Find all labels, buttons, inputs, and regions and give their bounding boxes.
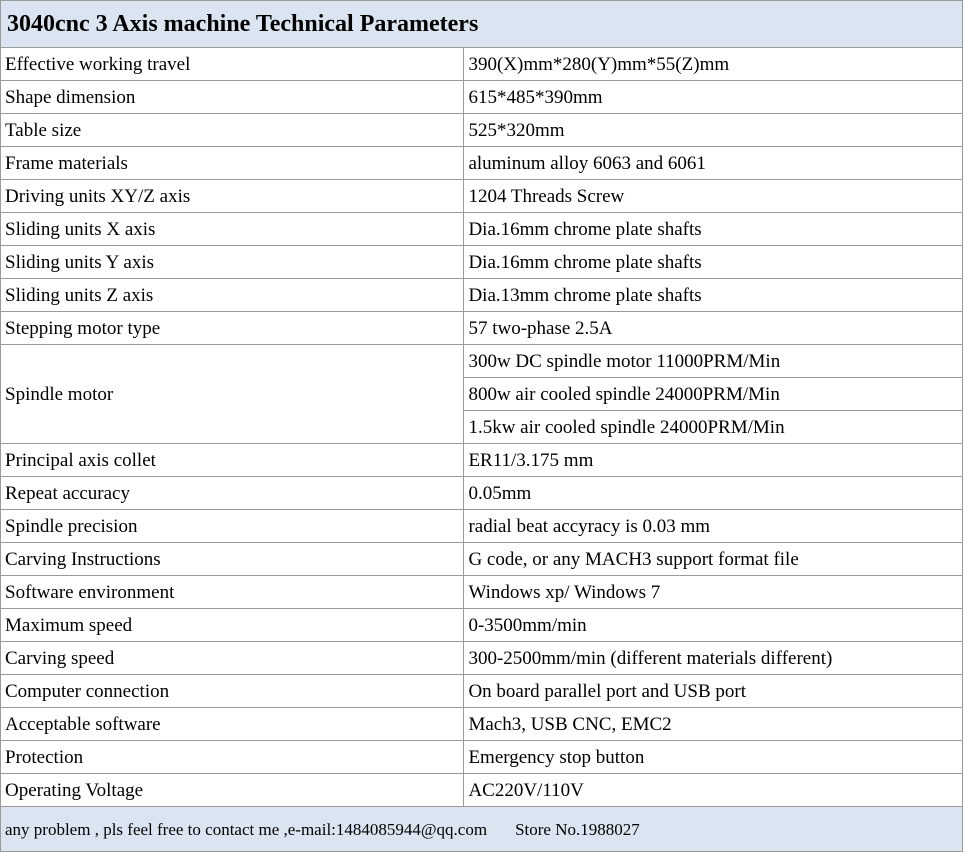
value-cell: 57 two-phase 2.5A	[464, 312, 963, 345]
table-row	[1, 444, 963, 477]
table-row	[1, 48, 963, 81]
param-cell: Driving units XY/Z axis	[1, 180, 464, 213]
param-cell: Stepping motor type	[1, 312, 464, 345]
value-cell: Dia.16mm chrome plate shafts	[464, 246, 963, 279]
value-cell: 300w DC spindle motor 11000PRM/Min	[464, 345, 963, 378]
value-cell: 1.5kw air cooled spindle 24000PRM/Min	[464, 411, 963, 444]
value-cell: ER11/3.175 mm	[464, 444, 963, 477]
table-row	[1, 114, 963, 147]
param-cell: Repeat accuracy	[1, 477, 464, 510]
table-row	[1, 543, 963, 576]
table-row	[1, 180, 963, 213]
param-cell: Shape dimension	[1, 81, 464, 114]
table-row	[1, 477, 963, 510]
value-cell: On board parallel port and USB port	[464, 675, 963, 708]
table-row	[1, 708, 963, 741]
param-cell: Maximum speed	[1, 609, 464, 642]
table-row	[1, 774, 963, 807]
param-cell: Effective working travel	[1, 48, 464, 81]
table-row	[1, 576, 963, 609]
param-cell: Table size	[1, 114, 464, 147]
table-row	[1, 609, 963, 642]
value-cell: 525*320mm	[464, 114, 963, 147]
store-number: Store No.1988027	[515, 819, 640, 839]
table-row	[1, 279, 963, 312]
param-cell: Principal axis collet	[1, 444, 464, 477]
value-cell: 300-2500mm/min (different materials different)	[464, 642, 963, 675]
table-title: 3040cnc 3 Axis machine Technical Parameters	[1, 1, 963, 48]
table-row	[1, 213, 963, 246]
table-row	[1, 675, 963, 708]
table-row	[1, 510, 963, 543]
param-cell: Carving Instructions	[1, 543, 464, 576]
table-row	[1, 147, 963, 180]
value-cell: 800w air cooled spindle 24000PRM/Min	[464, 378, 963, 411]
value-cell: Emergency stop button	[464, 741, 963, 774]
value-cell: 390(X)mm*280(Y)mm*55(Z)mm	[464, 48, 963, 81]
param-cell: Computer connection	[1, 675, 464, 708]
table-row	[1, 312, 963, 345]
param-cell: Spindle motor	[1, 345, 464, 444]
param-cell: Software environment	[1, 576, 464, 609]
table-row	[1, 741, 963, 774]
contact-text: any problem , pls feel free to contact me ,e-mail:1484085944@qq.com	[5, 819, 488, 839]
value-cell: radial beat accyracy is 0.03 mm	[464, 510, 963, 543]
value-cell: 0.05mm	[464, 477, 963, 510]
param-cell: Sliding units Y axis	[1, 246, 464, 279]
param-cell: Sliding units X axis	[1, 213, 464, 246]
footer-cell	[1, 807, 963, 852]
title-row	[1, 1, 963, 48]
table-row	[1, 246, 963, 279]
param-cell: Sliding units Z axis	[1, 279, 464, 312]
value-cell: 615*485*390mm	[464, 81, 963, 114]
value-cell: AC220V/110V	[464, 774, 963, 807]
table-row	[1, 81, 963, 114]
value-cell: Dia.16mm chrome plate shafts	[464, 213, 963, 246]
footer-row	[1, 807, 963, 852]
value-cell: G code, or any MACH3 support format file	[464, 543, 963, 576]
value-cell: 0-3500mm/min	[464, 609, 963, 642]
param-cell: Frame materials	[1, 147, 464, 180]
value-cell: 1204 Threads Screw	[464, 180, 963, 213]
value-cell: Dia.13mm chrome plate shafts	[464, 279, 963, 312]
param-cell: Operating Voltage	[1, 774, 464, 807]
value-cell: aluminum alloy 6063 and 6061	[464, 147, 963, 180]
table-row	[1, 642, 963, 675]
param-cell: Spindle precision	[1, 510, 464, 543]
param-cell: Acceptable software	[1, 708, 464, 741]
value-cell: Mach3, USB CNC, EMC2	[464, 708, 963, 741]
table-row	[1, 345, 963, 378]
value-cell: Windows xp/ Windows 7	[464, 576, 963, 609]
param-cell: Carving speed	[1, 642, 464, 675]
param-cell: Protection	[1, 741, 464, 774]
